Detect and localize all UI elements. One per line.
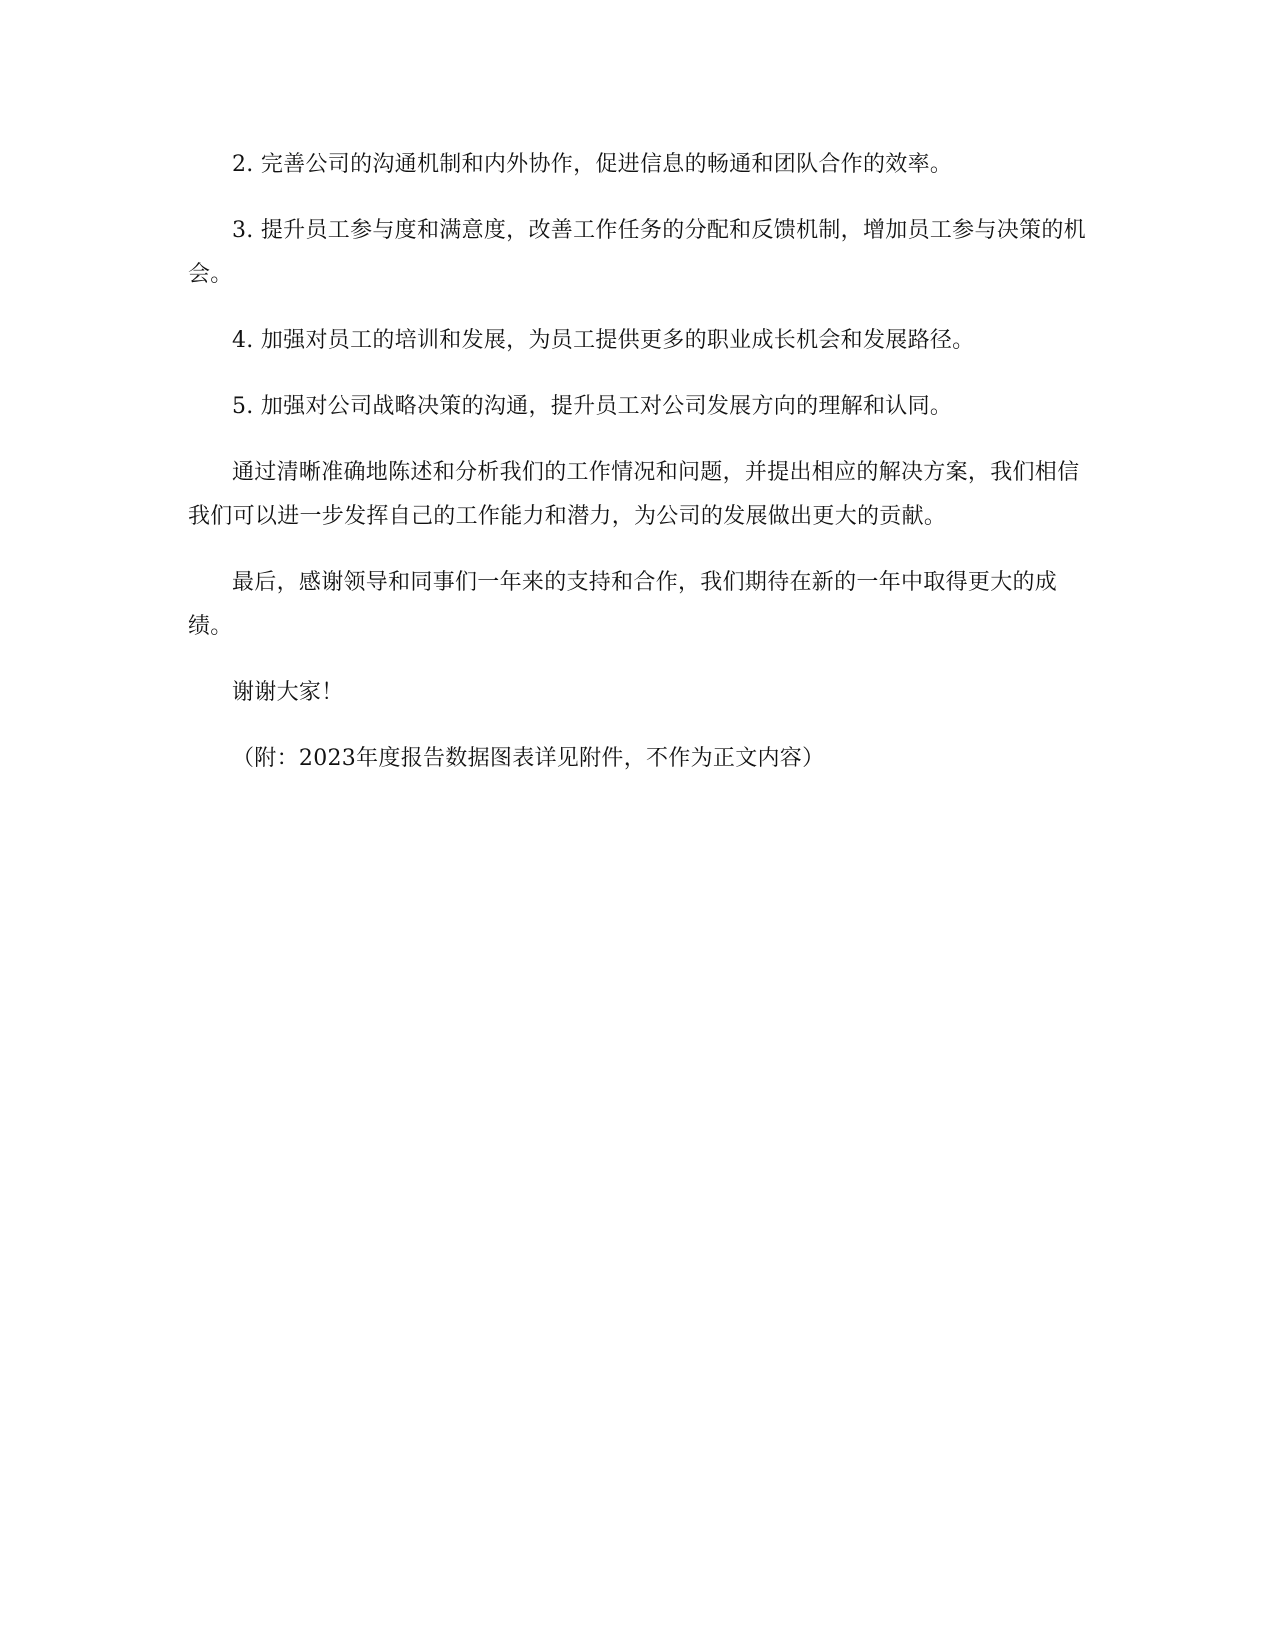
list-item-2: 2. 完善公司的沟通机制和内外协作，促进信息的畅通和团队合作的效率。 xyxy=(232,152,953,177)
document-body xyxy=(188,143,1086,803)
summary-paragraph: 通过清晰准确地陈述和分析我们的工作情况和问题，并提出相应的解决方案，我们相信我们可以进一步发挥自己的工作能力和潜力，为公司的发展做出更大的贡献。 xyxy=(188,460,1080,529)
appendix-note: （附：2023年度报告数据图表详见附件，不作为正文内容） xyxy=(232,746,825,771)
list-item-4: 4. 加强对员工的培训和发展，为员工提供更多的职业成长机会和发展路径。 xyxy=(232,328,975,353)
thanks-line: 谢谢大家！ xyxy=(232,680,344,705)
list-item-5: 5. 加强对公司战略决策的沟通，提升员工对公司发展方向的理解和认同。 xyxy=(232,394,953,419)
closing-paragraph: 最后，感谢领导和同事们一年来的支持和合作，我们期待在新的一年中取得更大的成绩。 xyxy=(188,570,1058,639)
list-item-3: 3. 提升员工参与度和满意度，改善工作任务的分配和反馈机制，增加员工参与决策的机会。 xyxy=(188,218,1086,287)
